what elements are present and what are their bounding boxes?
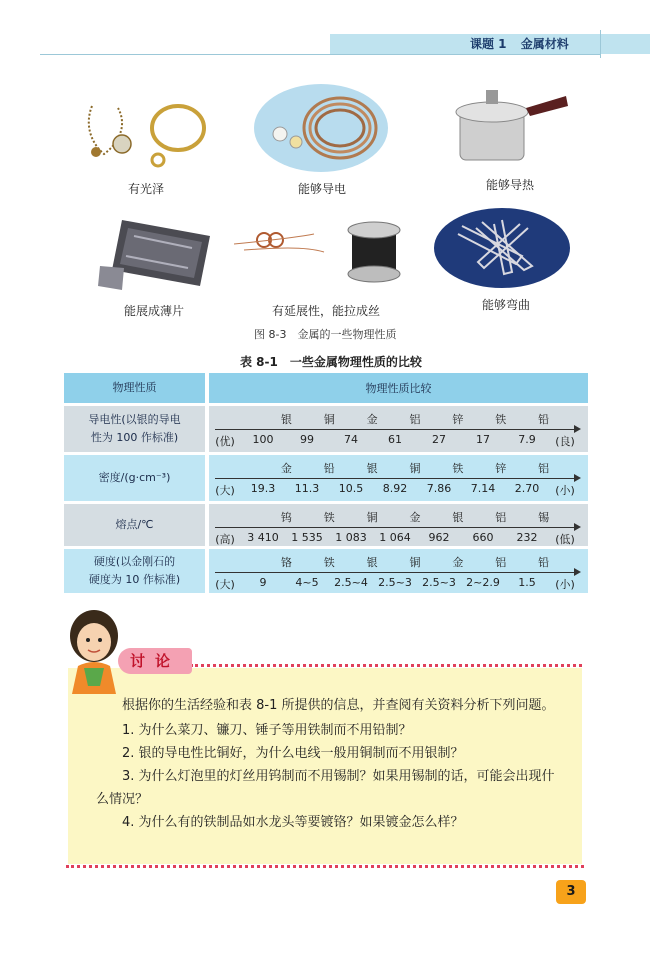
- property-value: 1 535: [291, 531, 323, 544]
- lesson-label: 课题 1: [470, 37, 507, 51]
- metal-symbol: 铬: [280, 556, 292, 569]
- metal-symbol: 银: [366, 556, 378, 569]
- order-arrow: [215, 527, 575, 528]
- metal-symbol: 金: [409, 511, 421, 524]
- row-values: [209, 406, 588, 452]
- value-order: [209, 482, 588, 498]
- table-row: [64, 549, 588, 593]
- property-value: 100: [252, 433, 274, 446]
- table-header-left: 物理性质: [64, 373, 205, 403]
- property-value: 99: [300, 433, 314, 446]
- property-value: 11.3: [294, 482, 320, 495]
- metal-symbol: 铝: [409, 413, 421, 426]
- metal-symbol: 银: [366, 462, 378, 475]
- metal-order: [265, 411, 565, 427]
- property-value: 8.92: [382, 482, 408, 495]
- metal-symbol: 锌: [495, 462, 507, 475]
- wire-photo: [252, 82, 390, 174]
- metal-symbol: 金: [280, 462, 292, 475]
- metal-symbol: 铁: [495, 413, 507, 426]
- metal-symbol: 铜: [409, 462, 421, 475]
- metal-symbol: 银: [452, 511, 464, 524]
- photo-caption: 能够导电: [297, 182, 346, 196]
- table-header-row: [64, 373, 588, 403]
- row-label: 导电性(以银的导电 性为 100 作标准): [64, 406, 205, 452]
- order-start-label: (高): [215, 533, 235, 546]
- metal-symbol: 铝: [495, 511, 507, 524]
- metal-symbol: 铝: [495, 556, 507, 569]
- order-start-label: (大): [215, 578, 235, 591]
- order-arrow: [215, 429, 575, 430]
- order-arrow: [215, 478, 575, 479]
- discussion-question: 1. 为什么菜刀、镰刀、锤子等用铁制而不用铅制？: [122, 723, 412, 738]
- photo-caption: 能够弯曲: [481, 298, 530, 312]
- row-values: [209, 504, 588, 546]
- metal-symbol: 铜: [366, 511, 378, 524]
- metal-order: [265, 554, 565, 570]
- header-rule-vertical: [600, 30, 601, 58]
- order-start-label: (优): [215, 435, 235, 448]
- metal-order: [265, 460, 565, 476]
- page-number: 3: [556, 880, 586, 904]
- property-value: 232: [516, 531, 538, 544]
- order-end-label: (小): [555, 484, 575, 497]
- property-value: 7.9: [518, 433, 536, 446]
- property-value: 2.70: [514, 482, 540, 495]
- row-label: 硬度(以金刚石的 硬度为 10 作标准): [64, 549, 205, 593]
- necklace-illustration: [89, 106, 131, 157]
- metal-symbol: 铅: [538, 413, 550, 426]
- metal-symbol: 铝: [538, 462, 550, 475]
- property-value: 61: [388, 433, 402, 446]
- paper-clips-photo: [432, 206, 572, 290]
- metal-symbol: 金: [452, 556, 464, 569]
- property-value: 7.14: [470, 482, 496, 495]
- value-order: [209, 576, 588, 592]
- property-value: 74: [344, 433, 358, 446]
- property-value: 1.5: [518, 576, 536, 589]
- photo-caption: 能够导热: [485, 178, 534, 192]
- value-order: [209, 531, 588, 547]
- property-value: 27: [432, 433, 446, 446]
- property-value: 3 410: [247, 531, 279, 544]
- value-order: [209, 433, 588, 449]
- row-label: 密度/(g·cm⁻³): [64, 455, 205, 501]
- discussion-dotted-rule: [190, 664, 582, 667]
- running-header: [470, 34, 579, 54]
- property-value: 1 083: [335, 531, 367, 544]
- metal-symbol: 铁: [323, 556, 335, 569]
- order-start-label: (大): [215, 484, 235, 497]
- property-value: 1 064: [379, 531, 411, 544]
- table-row: [64, 455, 588, 501]
- discussion-title: 讨论: [118, 648, 192, 674]
- property-value: 17: [476, 433, 490, 446]
- metal-symbol: 铁: [452, 462, 464, 475]
- metal-symbol: 铅: [538, 556, 550, 569]
- row-label: 熔点/℃: [64, 504, 205, 546]
- property-value: 2~2.9: [466, 576, 500, 589]
- table-row: [64, 504, 588, 546]
- property-value: 2.5~4: [334, 576, 368, 589]
- photo-caption: 能展成薄片: [123, 304, 184, 318]
- figure-caption: 图 8-3 金属的一些物理性质: [254, 328, 397, 341]
- order-end-label: (小): [555, 578, 575, 591]
- row-values: [209, 549, 588, 593]
- photo-caption: 有延展性，能拉成丝: [271, 304, 380, 318]
- metal-symbol: 金: [366, 413, 378, 426]
- discussion-question: 3. 为什么灯泡里的灯丝用钨制而不用锡制？如果用锡制的话，可能会出现什么情况？: [96, 769, 555, 807]
- order-arrow: [215, 572, 575, 573]
- property-value: 2.5~3: [378, 576, 412, 589]
- metal-symbol: 锡: [538, 511, 550, 524]
- jewelry-photo: [78, 96, 208, 176]
- property-value: 660: [472, 531, 494, 544]
- discussion-intro: 根据你的生活经验和表 8-1 所提供的信息，并查阅有关资料分析下列问题。: [122, 698, 555, 713]
- metal-symbol: 银: [280, 413, 292, 426]
- order-end-label: (低): [555, 533, 575, 546]
- photo-caption: 有光泽: [127, 182, 164, 196]
- discussion-question: 4. 为什么有的铁制品如水龙头等要镀铬？如果镀金怎么样？: [122, 815, 464, 830]
- table-row: [64, 406, 588, 452]
- metal-symbol: 铅: [323, 462, 335, 475]
- metal-symbol: 铜: [409, 556, 421, 569]
- discussion-text: [96, 694, 556, 834]
- property-value: 10.5: [338, 482, 364, 495]
- property-value: 9: [259, 576, 267, 589]
- wire-spool-photo: [234, 212, 414, 288]
- student-cartoon-icon: [60, 606, 130, 696]
- metal-symbol: 钨: [280, 511, 292, 524]
- metal-symbol: 锌: [452, 413, 464, 426]
- metal-symbol: 铁: [323, 511, 335, 524]
- property-value: 7.86: [426, 482, 452, 495]
- discussion-dotted-rule: [66, 865, 584, 868]
- metal-foil-photo: [94, 210, 218, 294]
- topic-label: 金属材料: [520, 37, 569, 51]
- metal-symbol: 铜: [323, 413, 335, 426]
- discussion-question: 2. 银的导电性比铜好，为什么电线一般用铜制而不用银制？: [122, 746, 464, 761]
- table-header-right: 物理性质比较: [209, 373, 588, 403]
- row-values: [209, 455, 588, 501]
- header-rule: [40, 54, 600, 55]
- property-value: 19.3: [250, 482, 276, 495]
- order-end-label: (良): [555, 435, 575, 448]
- pressure-cooker-photo: [442, 82, 572, 168]
- table-title: 表 8-1 一些金属物理性质的比较: [240, 355, 422, 369]
- metal-order: [265, 509, 565, 525]
- property-value: 2.5~3: [422, 576, 456, 589]
- property-value: 962: [428, 531, 450, 544]
- property-value: 4~5: [295, 576, 319, 589]
